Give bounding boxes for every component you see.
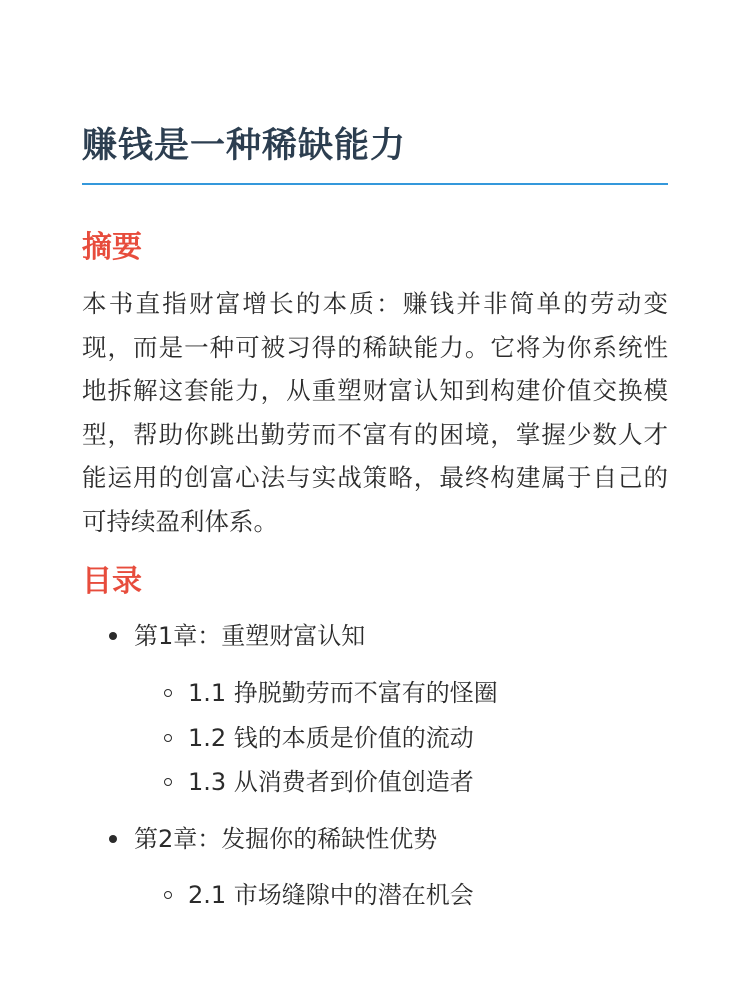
toc-chapter-1: 第1章：重塑财富认知 bbox=[134, 622, 366, 650]
title-divider bbox=[82, 183, 668, 185]
toc-section-1-3: 1.3 从消费者到价值创造者 bbox=[188, 768, 474, 796]
toc-heading: 目录 bbox=[82, 564, 142, 599]
summary-heading: 摘要 bbox=[82, 230, 142, 265]
toc-section-1-1: 1.1 挣脱勤劳而不富有的怪圈 bbox=[188, 679, 498, 707]
page-title: 赚钱是一种稀缺能力 bbox=[82, 126, 407, 166]
toc-section-2-1: 2.1 市场缝隙中的潜在机会 bbox=[188, 881, 474, 909]
section-bullet bbox=[164, 891, 172, 899]
section-bullet bbox=[164, 734, 172, 742]
summary-paragraph: 本书直指财富增长的本质：赚钱并非简单的劳动变现，而是一种可被习得的稀缺能力。它将为你系统性地拆解这套能力，从重塑财富认知到构建价值交换模型，帮助你跳出勤劳而不富有的困境，掌握少数人才能运用的创富心法与实战策略，最终构建属于自己的可持续盈利体系。 bbox=[82, 289, 668, 536]
toc-section-1-2: 1.2 钱的本质是价值的流动 bbox=[188, 724, 474, 752]
toc-chapter-2: 第2章：发掘你的稀缺性优势 bbox=[134, 825, 438, 853]
section-bullet bbox=[164, 778, 172, 786]
chapter-bullet bbox=[109, 835, 117, 843]
section-bullet bbox=[164, 689, 172, 697]
chapter-bullet bbox=[109, 632, 117, 640]
